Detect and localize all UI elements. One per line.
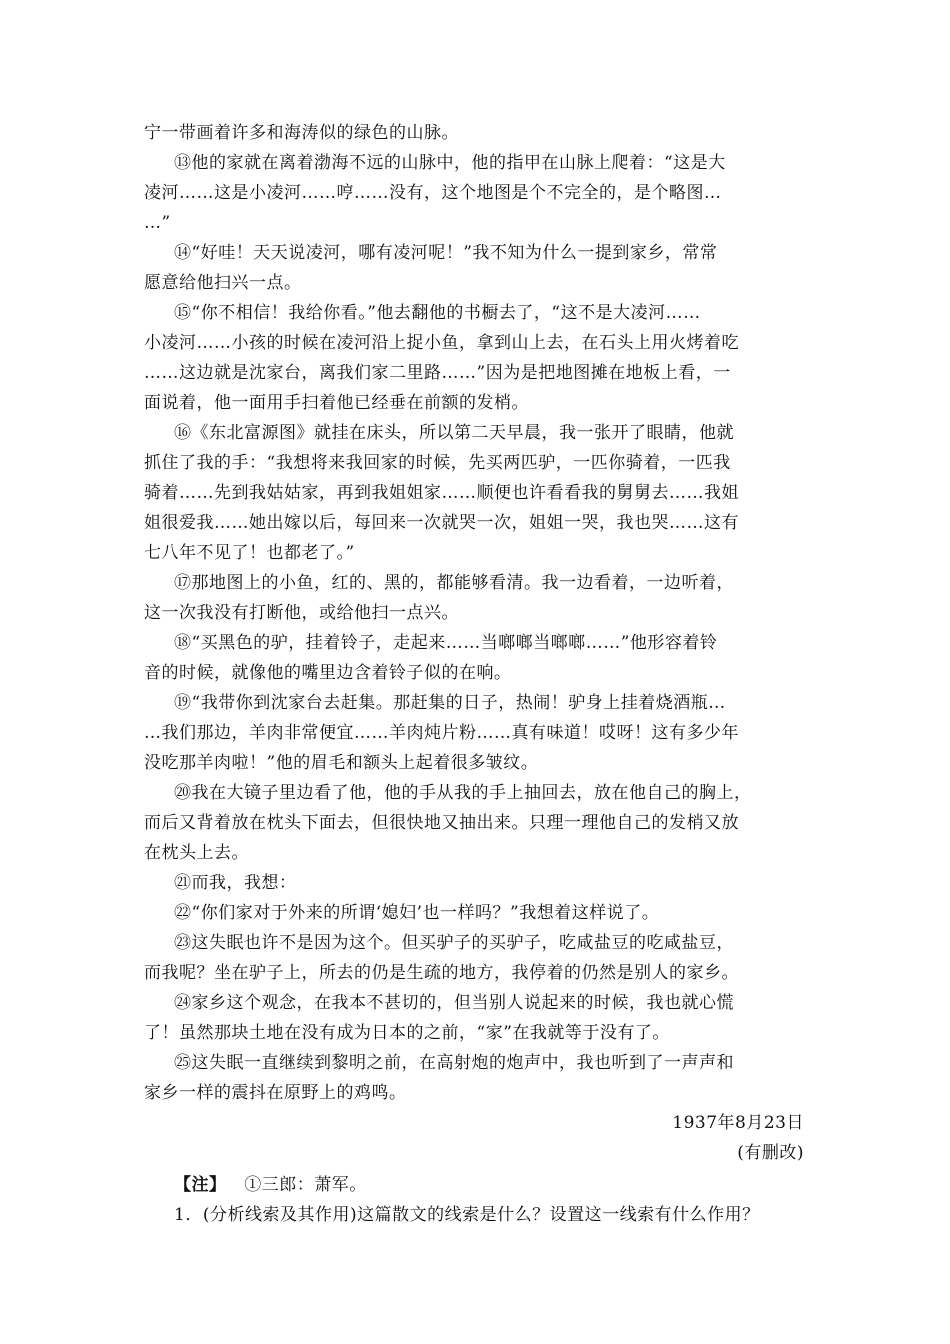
text-line: ⑮“你不相信！我给你看。”他去翻他的书橱去了，“这不是大凌河…… [174, 303, 701, 323]
text-line: ㉑而我，我想： [174, 873, 297, 893]
question-1: 1．(分析线索及其作用)这篇散文的线索是什么？设置这一线索有什么作用？ [174, 1205, 760, 1225]
text-line: 小凌河……小孩的时候在凌河沿上捉小鱼，拿到山上去，在石头上用火烤着吃 [144, 333, 739, 353]
text-line: ㉓这失眠也许不是因为这个。但买驴子的买驴子，吃咸盐豆的吃咸盐豆， [174, 933, 734, 953]
footnote-text: ①三郎：萧军。 [244, 1175, 367, 1195]
text-line: 而我呢？坐在驴子上，所去的仍是生疏的地方，我停着的仍然是别人的家乡。 [144, 963, 739, 983]
text-line: 七八年不见了！也都老了。” [144, 543, 355, 563]
text-line: 抓住了我的手：“我想将来我回家的时候，先买两匹驴，一匹你骑着，一匹我 [144, 453, 731, 473]
text-line: 愿意给他扫兴一点。 [144, 273, 302, 293]
text-line: ⑭“好哇！天天说凌河，哪有凌河呢！”我不知为什么一提到家乡，常常 [174, 243, 718, 263]
text-line: 没吃那羊肉啦！”他的眉毛和额头上起着很多皱纹。 [144, 753, 539, 773]
text-line: …” [144, 213, 171, 233]
text-line: ㉒“你们家对于外来的所谓‘媳妇’也一样吗？”我想着这样说了。 [174, 903, 660, 923]
text-line: ㉔家乡这个观念，在我本不甚切的，但当别人说起来的时候，我也就心慌 [174, 993, 734, 1013]
footnote [144, 1170, 820, 1200]
document-page [144, 118, 820, 1230]
text-line: 了！虽然那块土地在没有成为日本的之前，“家”在我就等于没有了。 [144, 1023, 670, 1043]
text-line: ⑬他的家就在离着渤海不远的山脉中，他的指甲在山脉上爬着：“这是大 [174, 153, 726, 173]
text-line: 音的时候，就像他的嘴里边含着铃子似的在响。 [144, 663, 512, 683]
text-line: 宁一带画着许多和海涛似的绿色的山脉。 [144, 123, 459, 143]
article-date: 1937年8月23日 [672, 1113, 804, 1133]
text-line: ⑯《东北富源图》就挂在床头，所以第二天早晨，我一张开了眼睛，他就 [174, 423, 734, 443]
text-line: 这一次我没有打断他，或给他扫一点兴。 [144, 603, 459, 623]
text-line: 家乡一样的震抖在原野上的鸡鸣。 [144, 1083, 407, 1103]
article-body [144, 118, 820, 1108]
text-line: 而后又背着放在枕头下面去，但很快地又抽出来。只理一理他自己的发梢又放 [144, 813, 739, 833]
text-line: ⑲“我带你到沈家台去赶集。那赶集的日子，热闹！驴身上挂着烧酒瓶… [174, 693, 726, 713]
text-line: ……这边就是沈家台，离我们家二里路……”因为是把地图摊在地板上看，一 [144, 363, 731, 383]
edit-note: (有删改) [737, 1143, 804, 1163]
text-line: ⑳我在大镜子里边看了他，他的手从我的手上抽回去，放在他自己的胸上， [174, 783, 752, 803]
text-line: 姐很爱我……她出嫁以后，每回来一次就哭一次，姐姐一哭，我也哭……这有 [144, 513, 739, 533]
text-line: ⑰那地图上的小鱼，红的、黑的，都能够看清。我一边看着，一边听着， [174, 573, 734, 593]
footnote-label: 【注】 [174, 1175, 227, 1195]
text-line: ⑱“买黑色的驴，挂着铃子，走起来……当啷啷当啷啷……”他形容着铃 [174, 633, 718, 653]
text-line: 凌河……这是小凌河……哼……没有，这个地图是个不完全的，是个略图… [144, 183, 722, 203]
text-line: 骑着……先到我姑姑家，再到我姐姐家……顺便也许看看我的舅舅去……我姐 [144, 483, 739, 503]
text-line: …我们那边，羊肉非常便宜……羊肉炖片粉……真有味道！哎呀！这有多少年 [144, 723, 739, 743]
text-line: 在枕头上去。 [144, 843, 249, 863]
text-line: 面说着，他一面用手扫着他已经垂在前额的发梢。 [144, 393, 529, 413]
text-line: ㉕这失眠一直继续到黎明之前，在高射炮的炮声中，我也听到了一声声和 [174, 1053, 734, 1073]
